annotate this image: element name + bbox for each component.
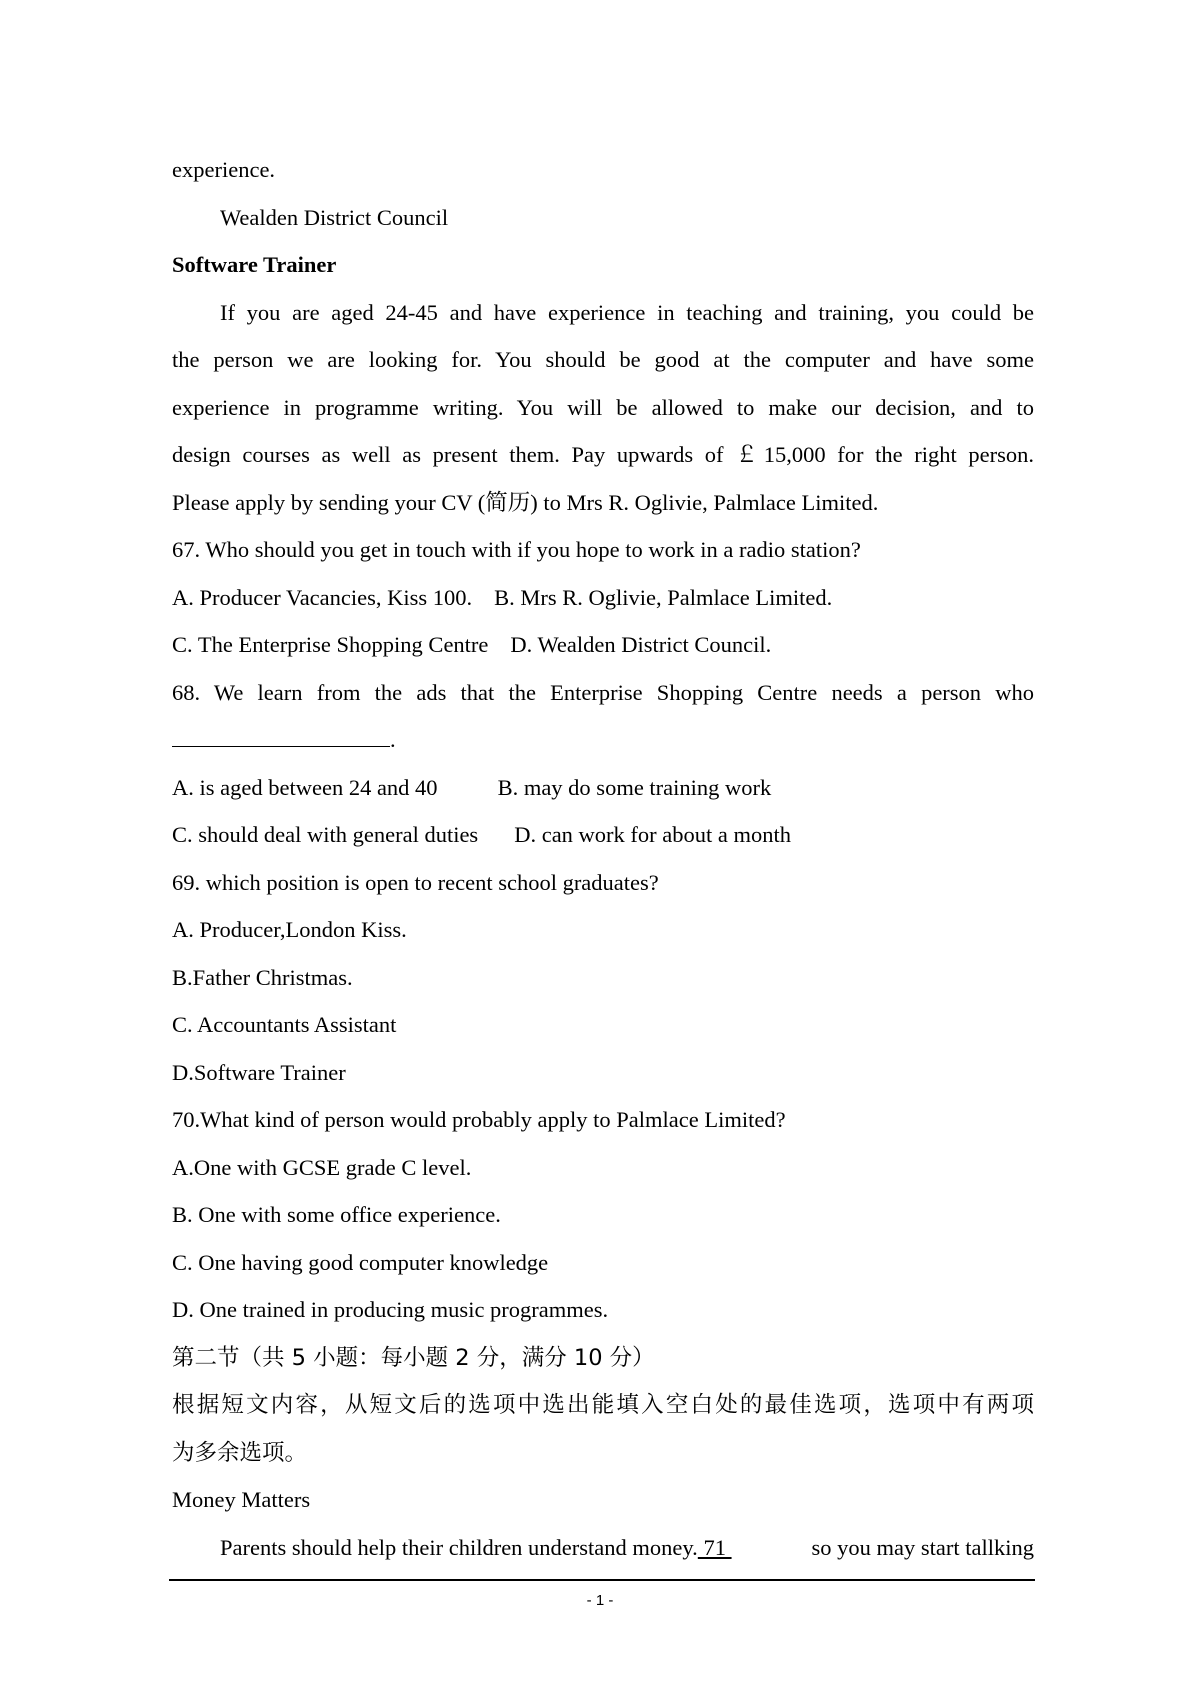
option-c: C. The Enterprise Shopping Centre [172,632,489,657]
ad-job-title: Software Trainer [172,252,337,277]
option-d: D. One trained in producing music programmes. [172,1297,609,1322]
option-d: D. Wealden District Council. [510,632,772,657]
option-c: C. Accountants Assistant [172,1012,397,1037]
ad-body-line: If you are aged 24-45 and have experience in teaching and training, you could be [220,299,1034,325]
section-heading: 第二节（共 5 小题：每小题 2 分，满分 10 分） [172,1344,655,1371]
passage-title: Money Matters [172,1487,311,1512]
option-c: C. should deal with general duties [172,822,479,847]
section-instructions: 根据短文内容，从短文后的选项中选出能填入空白处的最佳选项，选项中有两项 [172,1392,1034,1418]
footer-rule [169,1579,1035,1581]
option-a: A. Producer Vacancies, Kiss 100. [172,584,473,610]
question-68-blank [172,720,1034,768]
passage-text: so you may start tallking [811,1534,1034,1560]
section-instructions: 为多余选项。 [172,1439,308,1466]
option-b: B.Father Christmas. [172,964,353,990]
blank-period: . [390,727,396,752]
question-68-options-cd [172,815,1034,863]
page-content [172,150,1034,1575]
ad-body-line: experience in programme writing. You will be allowed to make our decision, and to [172,394,1034,420]
option-b: B. Mrs R. Oglivie, Palmlace Limited. [494,584,833,610]
ad-body-line: Please apply by sending your CV (简历) to Mrs R. Oglivie, Palmlace Limited. [172,489,879,515]
ad-body-line: design courses as well as present them. Pay upwards of ￡15,000 for the right person. [172,442,1034,467]
question-68: 68. We learn from the ads that the Enterprise Shopping Centre needs a person who [172,679,1034,705]
answer-blank [172,722,390,747]
question-68-options-ab [172,768,1034,816]
option-d: D.Software Trainer [172,1059,346,1085]
option-b: B. may do some training work [497,774,772,800]
option-b: B. One with some office experience. [172,1202,501,1227]
option-c: C. One having good computer knowledge [172,1249,549,1275]
option-d: D. can work for about a month [514,822,792,847]
ad-employer-name: Wealden District Council [220,204,449,230]
option-a: A.One with GCSE grade C level. [172,1154,472,1180]
question-69: 69. which position is open to recent school graduates? [172,869,659,895]
ad-body-line: the person we are looking for. You should be good at the computer and have some [172,347,1034,372]
passage-line [172,1528,1034,1576]
question-70: 70.What kind of person would probably apply to Palmlace Limited? [172,1107,786,1132]
option-a: A. Producer,London Kiss. [172,917,407,942]
text-line: experience. [172,157,276,182]
passage-text: Parents should help their children understand money. [220,1534,698,1560]
page-number: - 1 - [586,1592,614,1609]
question-67: 67. Who should you get in touch with if you hope to work in a radio station? [172,537,861,562]
question-67-options-ab [172,578,1034,626]
option-a: A. is aged between 24 and 40 [172,774,438,800]
question-67-options-cd [172,625,1034,673]
blank-71: 71 [697,1534,732,1560]
